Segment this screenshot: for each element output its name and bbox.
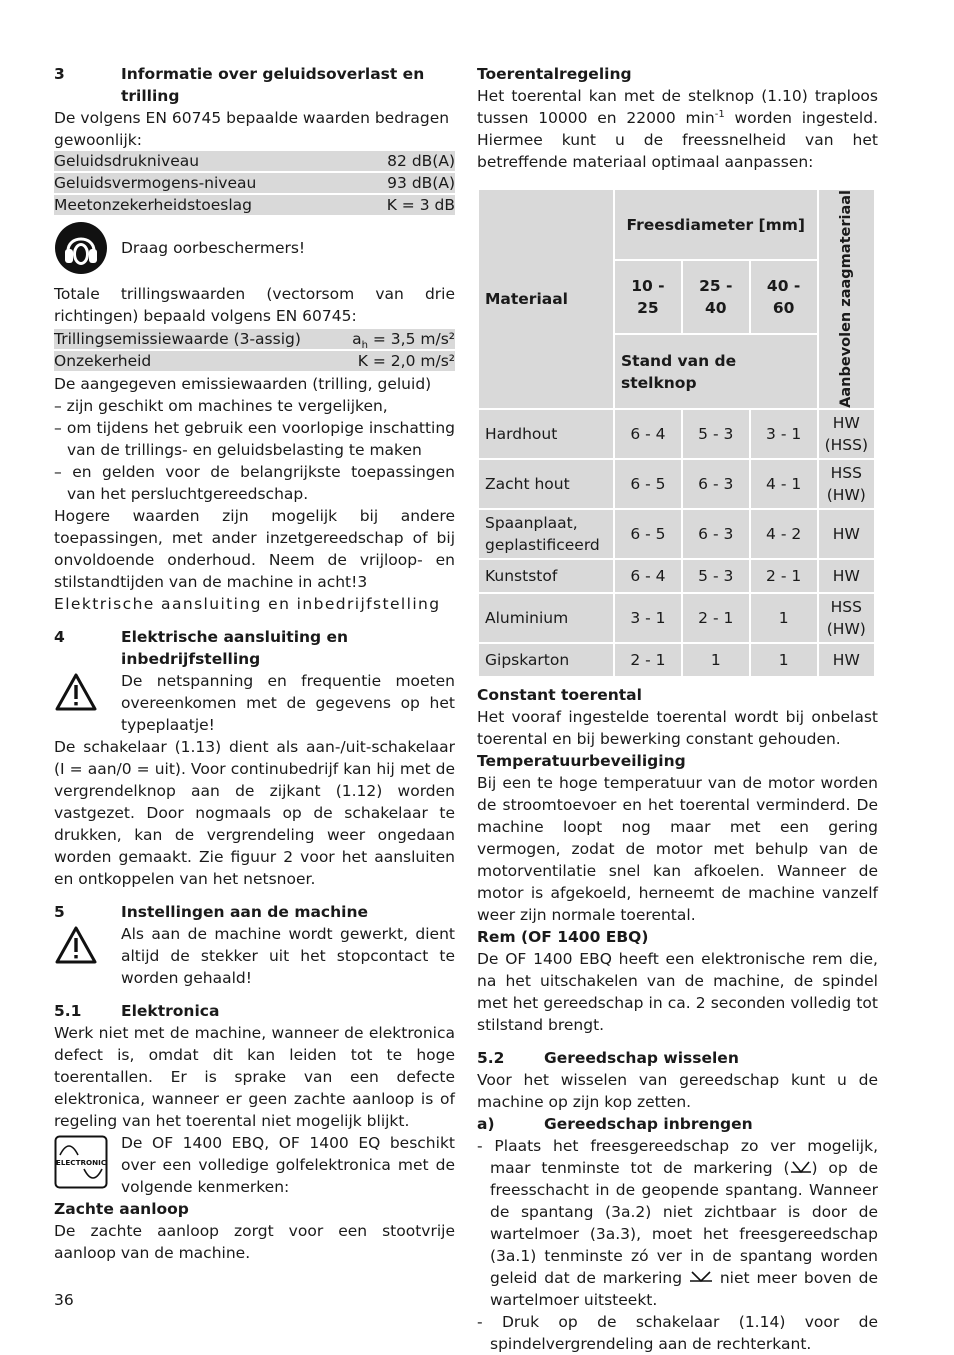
soft-start-text: De zachte aanloop zorgt voor een stootvrije aanloop van de machine. xyxy=(54,1222,455,1262)
vibration-intro: Totale trillingswaarden (vectorsom van drie richtingen) bepaald volgens EN 60745: xyxy=(54,285,455,325)
section-4-heading: 4 Elektrische aansluiting en inbedrijfstelling xyxy=(54,628,349,668)
brake-text: De OF 1400 EBQ heeft een elektronische rem die, na het uitschakelen van de machine, de spindel met het gereedschap in ca. 2 seconden volledig tot stilstand brengt. xyxy=(477,949,878,1034)
speed-control-text: Het toerental kan met de stelknop (1.10) traploos tussen 10000 en 22000 $\min^{-1}$ worden ingesteld. Hiermee kunt u de freessnelheid van het betreffende materiaal optimaal aanpassen: xyxy=(477,87,878,171)
temperature-title: Temperatuurbeveiliging xyxy=(477,751,686,770)
bullet-item: – om tijdens het gebruik een voorlopige inschatting van de trillings- en geluidsbelasting te maken xyxy=(54,419,455,459)
svg-text:ELECTRONIC: ELECTRONIC xyxy=(55,1158,107,1167)
vibration-row: Onzekerheid K = 2,0 m/s² xyxy=(54,352,455,370)
page-number: 36 xyxy=(54,1291,74,1309)
col-setting: Stand van de stelknop xyxy=(614,334,818,408)
right-column xyxy=(477,63,878,1355)
warning-icon xyxy=(54,672,98,712)
stray-line: Elektrische aansluiting en inbedrijfstelling xyxy=(54,595,441,613)
constant-speed-title: Constant toerental xyxy=(477,685,642,704)
warning-icon xyxy=(54,925,98,965)
electronics-text: Werk niet met de machine, wanneer de elektronica defect is, omdat dit kan leiden tot te hoge toerentallen. Er is sprake van een defecte elektronica, wanneer er geen zachte aanloop is of regeling van het toerental niet mogelijk blijkt. xyxy=(54,1024,455,1130)
electronics-features: ELECTRONIC De OF 1400 EBQ, OF 1400 EQ beschikt over een volledige golfelektronica met de volgende kenmerken: xyxy=(55,1134,455,1196)
vibration-row: Trillingsemissiewaarde (3-assig) $a_h = 3,5$ m/s² xyxy=(54,330,455,352)
table-row: Hardhout 6 - 4 5 - 3 3 - 1 HW (HSS) xyxy=(478,409,875,459)
step-item: - Druk op de schakelaar (1.14) voor de spindelvergrendeling aan de rechterkant. xyxy=(477,1312,878,1353)
section-5-2-heading: 5.2 Gereedschap wisselen xyxy=(477,1048,739,1067)
section-a-heading: a) Gereedschap inbrengen xyxy=(477,1114,753,1133)
speed-table xyxy=(477,188,876,678)
col-diameter: Freesdiameter [mm] xyxy=(614,189,818,260)
emission-intro: De aangegeven emissiewaarden (trilling, geluid) xyxy=(54,375,432,393)
section-3-heading: 3 Informatie over geluidsoverlast en trilling xyxy=(54,65,425,105)
temperature-text: Bij een te hoge temperatuur van de motor worden de stroomtoevoer en het toerental verminderd. De machine loopt nog maar met een gering vermogen, zodat de motor met behulp van de motorventilatie snel kan afkoelen. Wanneer de motor is afgekoeld, herneemt de machine vanzelf weer zijn normale toerental. xyxy=(477,773,878,924)
marking-icon xyxy=(790,1160,812,1174)
marking-icon xyxy=(689,1270,713,1284)
table-row: Spaanplaat, geplastificeerd 6 - 5 6 - 3 4 - 2 HW xyxy=(478,509,875,559)
noise-row: Geluidsdrukniveau 82 dB(A) xyxy=(54,152,455,170)
noise-row: Geluidsvermogens-niveau 93 dB(A) xyxy=(54,174,455,192)
mains-warning: De netspanning en frequentie moeten overeenkomen met de gegevens op het typeplaatje! xyxy=(54,670,455,736)
switch-text: De schakelaar (1.13) dient als aan-/uit-schakelaar (I = aan/0 = uit). Voor continubedrijf kan hij met de vergrendelknop aan de zijkant (1.12) worden vastgezet. Door nogmaals op de schakelaar te drukken, kan de vergrendeling weer ongedaan worden gemaakt. Zie figuur 2 voor het aansluiten en ontkoppelen van het netsnoer. xyxy=(54,738,455,888)
step-item: - Plaats het freesgereedschap zo ver mogelijk, maar tenminste tot de markering ( ) op de freesschacht in de geopende spantang. Wanneer de spantang (3a.2) niet zichtbaar is door de wartelmoer (3a.3), moet het freesgereedschap (3a.1) tenminste zó ver in de spantang worden geleid dat de markering niet meer boven de wartelmoer uitsteekt. xyxy=(477,1136,878,1309)
bullet-item: – en gelden voor de belangrijkste toepassingen van het persluchtgereedschap. xyxy=(54,463,455,503)
electronic-icon xyxy=(54,1135,108,1189)
range-header: 10 - 25 xyxy=(614,260,682,334)
ear-protection-notice: Draag oorbeschermers! xyxy=(54,221,455,279)
noise-row: Meetonzekerheidstoeslag K = 3 dB xyxy=(54,196,455,214)
left-column xyxy=(54,63,455,1264)
soft-start-title: Zachte aanloop xyxy=(54,1200,189,1218)
range-header: 40 - 60 xyxy=(750,260,818,334)
plug-warning: Als aan de machine wordt gewerkt, dient altijd de stekker uit het stopcontact te worden gehaald! xyxy=(54,923,455,989)
table-row: Kunststof 6 - 4 5 - 3 2 - 1 HW xyxy=(478,559,875,593)
table-row: Gipskarton 2 - 1 1 1 HW xyxy=(478,643,875,677)
speed-control-title: Toerentalregeling xyxy=(477,65,632,83)
bullet-item: – zijn geschikt om machines te vergelijken, xyxy=(54,397,388,415)
section-5-1-heading: 5.1 Elektronica xyxy=(54,1002,220,1020)
tool-change-text: Voor het wisselen van gereedschap kunt u de machine op zijn kop zetten. xyxy=(477,1070,878,1111)
col-recommended: Aanbevolen zaagmateriaal xyxy=(818,189,875,409)
brake-title: Rem (OF 1400 EBQ) xyxy=(477,927,649,946)
range-header: 25 - 40 xyxy=(682,260,750,334)
ear-protection-icon xyxy=(54,221,108,275)
noise-intro: De volgens EN 60745 bepaalde waarden bedragen gewoonlijk: xyxy=(54,109,450,149)
higher-values-text: Hogere waarden zijn mogelijk bij andere toepassingen, met ander inzetgereedschap of bij onvoldoende onderhoud. Neem de vrijloop- en stilstandtijden van de machine in acht!3 xyxy=(54,507,455,591)
table-row: Aluminium 3 - 1 2 - 1 1 HSS (HW) xyxy=(478,593,875,643)
section-5-heading: 5 Instellingen aan de machine xyxy=(54,903,369,921)
constant-speed-text: Het vooraf ingestelde toerental wordt bij onbelast toerental en bij bewerking constant gehouden. xyxy=(477,707,878,748)
table-row: Zacht hout 6 - 5 6 - 3 4 - 1 HSS (HW) xyxy=(478,459,875,509)
col-material: Materiaal xyxy=(478,189,614,409)
